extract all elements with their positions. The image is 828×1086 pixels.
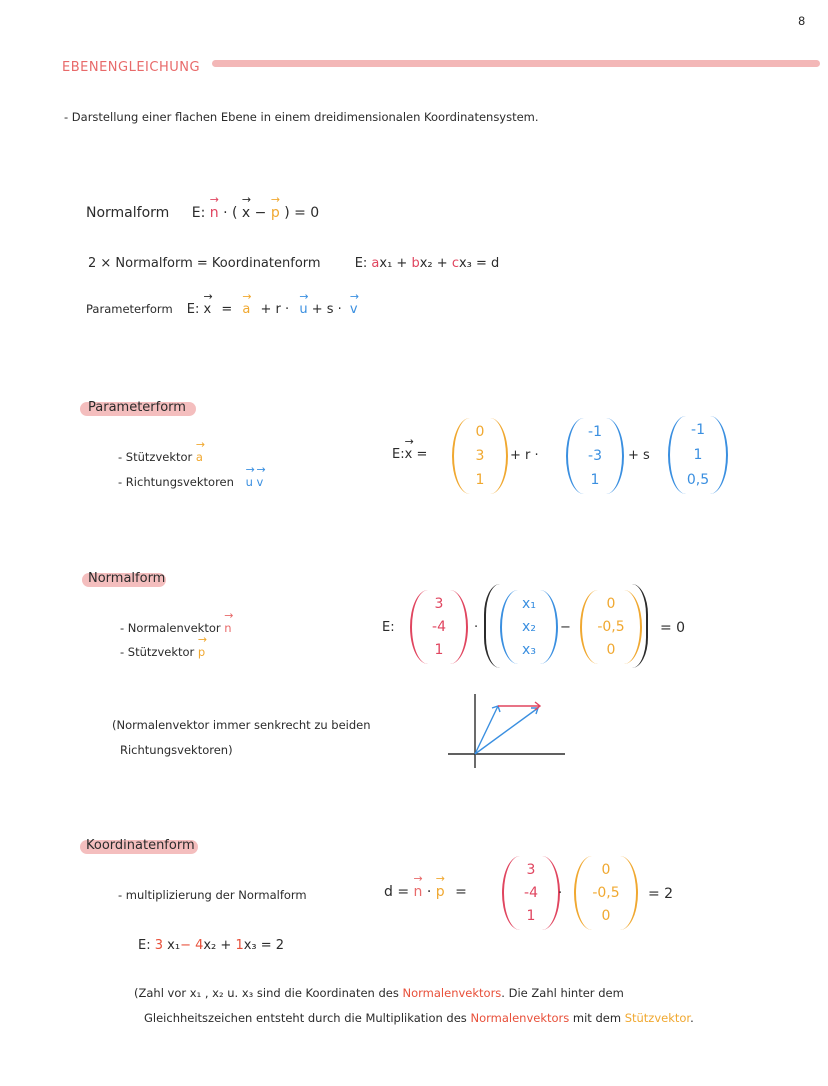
vec-entry: -0,5 bbox=[592, 884, 620, 901]
coef-1: 3 bbox=[154, 938, 164, 953]
param-v-vector: → v bbox=[349, 290, 360, 317]
koord-vector-p-column bbox=[574, 856, 638, 930]
dot-op: · bbox=[558, 886, 563, 901]
minus-op: − bbox=[560, 620, 571, 635]
a-vector-symbol: → a bbox=[195, 438, 206, 464]
d-equals: d = bbox=[384, 884, 410, 900]
vec-entry: -3 bbox=[588, 448, 602, 464]
vector-u-column bbox=[566, 418, 624, 494]
explanation-line-1 bbox=[134, 986, 624, 1000]
param-item-richtungsvektoren bbox=[118, 463, 266, 489]
eq-prefix: E: bbox=[138, 938, 151, 953]
normalform-label: Normalform bbox=[86, 205, 170, 221]
koord-item-multiplizierung: - multiplizierung der Normalform bbox=[118, 888, 307, 902]
term-x2: x₂ + bbox=[419, 256, 448, 271]
normalform-eq-prefix: E: bbox=[191, 205, 206, 221]
plus-r: + r · bbox=[510, 448, 539, 463]
vector-v-column bbox=[668, 416, 728, 494]
param-x-vector: → x bbox=[203, 290, 213, 317]
n-vector: → n bbox=[209, 193, 219, 221]
equals-zero: = 0 bbox=[660, 620, 686, 636]
vector-a-column bbox=[452, 418, 508, 494]
p-vector: → p bbox=[270, 193, 281, 221]
term-x1: x₁ + bbox=[379, 256, 408, 271]
expl-normalenvektor: Normalenvektors bbox=[470, 1011, 570, 1025]
v-vector-symbol: → v bbox=[256, 463, 266, 489]
vec-entry: 0 bbox=[601, 908, 611, 925]
term-x1: x₁ bbox=[167, 938, 181, 953]
param-eq-lhs bbox=[392, 435, 428, 462]
dot-op: · bbox=[474, 620, 479, 635]
normal-item-normalenvektor bbox=[120, 609, 234, 635]
page-number: 8 bbox=[798, 14, 806, 28]
d-equation bbox=[384, 872, 467, 900]
coef-b: b bbox=[411, 256, 420, 271]
equals: = bbox=[455, 884, 467, 900]
vector-x-column bbox=[500, 590, 558, 664]
param-plus-s: + s · bbox=[311, 302, 342, 317]
item-text: - Normalenvektor bbox=[120, 621, 221, 635]
normal-item-stuetzvektor bbox=[120, 633, 208, 659]
param-item-stuetzvektor bbox=[118, 438, 206, 464]
param-label: Parameterform bbox=[86, 302, 173, 316]
u-vector-symbol: → u bbox=[245, 463, 255, 489]
vec-entry: 0 bbox=[601, 861, 611, 878]
expl-text: . bbox=[690, 1011, 694, 1025]
expl-stuetzvektor: Stützvektor bbox=[624, 1011, 691, 1025]
expl-text: . Die Zahl hinter dem bbox=[501, 986, 624, 1000]
term-x2: x₂ + bbox=[203, 938, 232, 953]
vec-entry: -1 bbox=[691, 422, 705, 439]
parameterform-definition bbox=[86, 290, 360, 317]
direction-vector-1 bbox=[475, 706, 498, 754]
vec-entry: 1 bbox=[475, 472, 485, 488]
vec-entry: 1 bbox=[590, 472, 600, 488]
vec-entry: x₂ bbox=[522, 618, 536, 635]
vec-entry: 3 bbox=[526, 861, 536, 878]
explanation-line-2 bbox=[144, 1011, 694, 1025]
vec-entry: -4 bbox=[524, 884, 538, 901]
koord-final-equation bbox=[138, 938, 284, 953]
vec-entry: 0 bbox=[606, 642, 616, 659]
term-x3: x₃ = 2 bbox=[243, 938, 285, 953]
coef-c: c bbox=[451, 256, 459, 271]
coef-2: − 4 bbox=[180, 938, 204, 953]
param-plus-r: + r · bbox=[260, 302, 290, 317]
p-vector: → p bbox=[435, 872, 445, 900]
dot-op: · bbox=[426, 884, 432, 900]
minus-op: − bbox=[254, 205, 267, 221]
expl-text: Gleichheitszeichen entsteht durch die Multiplikation des bbox=[144, 1011, 467, 1025]
note-line-1: (Normalenvektor immer senkrecht zu beiden bbox=[112, 718, 371, 732]
normalform-heading: Normalform bbox=[88, 571, 166, 586]
parameterform-heading: Parameterform bbox=[88, 400, 186, 415]
expl-text: (Zahl vor x₁ , x₂ u. x₃ sind die Koordinaten des bbox=[134, 986, 399, 1000]
big-paren-close bbox=[632, 584, 648, 668]
p-vector-symbol: → p bbox=[197, 633, 208, 659]
page-title: EBENENGLEICHUNG bbox=[62, 60, 201, 75]
intro-text: - Darstellung einer flachen Ebene in einem dreidimensionalen Koordinatensystem. bbox=[64, 110, 539, 124]
big-paren-open bbox=[484, 584, 500, 668]
vec-entry: -0,5 bbox=[597, 618, 625, 635]
note-line-2: Richtungsvektoren) bbox=[120, 743, 233, 757]
param-u-vector: → u bbox=[299, 290, 309, 317]
item-text: - Stützvektor bbox=[118, 450, 193, 464]
vec-entry: -1 bbox=[588, 424, 602, 440]
result-two: = 2 bbox=[648, 886, 674, 902]
normalform-definition bbox=[86, 193, 320, 221]
koord-eq-prefix: E: bbox=[354, 256, 368, 271]
vec-entry: 3 bbox=[434, 595, 444, 612]
normal-eq-prefix: E: bbox=[382, 620, 395, 635]
vec-entry: 0 bbox=[475, 424, 485, 440]
param-a-vector: → a bbox=[242, 290, 252, 317]
vec-entry: x₃ bbox=[522, 642, 536, 659]
n-vector-symbol: → n bbox=[224, 609, 234, 635]
eq-prefix: E: bbox=[392, 447, 405, 462]
vec-entry: 0,5 bbox=[686, 471, 710, 488]
koordinatenform-heading: Koordinatenform bbox=[86, 838, 195, 853]
item-text: - Stützvektor bbox=[120, 645, 195, 659]
vec-entry: 0 bbox=[606, 595, 616, 612]
param-eq-prefix: E: bbox=[186, 302, 200, 317]
koord-relation: 2 × Normalform = Koordinatenform bbox=[88, 256, 321, 271]
equals-zero: ) = 0 bbox=[284, 205, 320, 221]
vec-entry: x₁ bbox=[522, 595, 536, 612]
dot-op: · bbox=[223, 205, 228, 221]
normal-vector-diagram bbox=[440, 690, 580, 774]
paren-open: ( bbox=[232, 205, 238, 221]
vector-n-column bbox=[410, 590, 468, 664]
coef-3: 1 bbox=[235, 938, 244, 953]
koordinatenform-definition bbox=[88, 256, 499, 271]
n-vector: → n bbox=[413, 872, 423, 900]
title-underline-bar bbox=[212, 60, 820, 67]
term-x3: x₃ = d bbox=[458, 256, 500, 271]
x-vector: → x bbox=[404, 435, 414, 462]
plus-s: + s bbox=[628, 448, 650, 463]
coef-a: a bbox=[371, 256, 380, 271]
expl-text: mit dem bbox=[572, 1011, 622, 1025]
item-text: - Richtungsvektoren bbox=[118, 475, 234, 489]
koord-vector-n-column bbox=[502, 856, 563, 930]
equals: = bbox=[416, 447, 428, 462]
vec-entry: 1 bbox=[434, 642, 444, 659]
x-vector: → x bbox=[241, 193, 252, 221]
expl-normalenvektor: Normalenvektors bbox=[402, 986, 502, 1000]
vec-entry: -4 bbox=[432, 618, 446, 635]
vec-entry: 3 bbox=[475, 448, 485, 464]
direction-vector-2 bbox=[475, 708, 538, 754]
vec-entry: 1 bbox=[693, 446, 703, 463]
vec-entry: 1 bbox=[526, 908, 536, 925]
param-equals: = bbox=[221, 302, 233, 317]
